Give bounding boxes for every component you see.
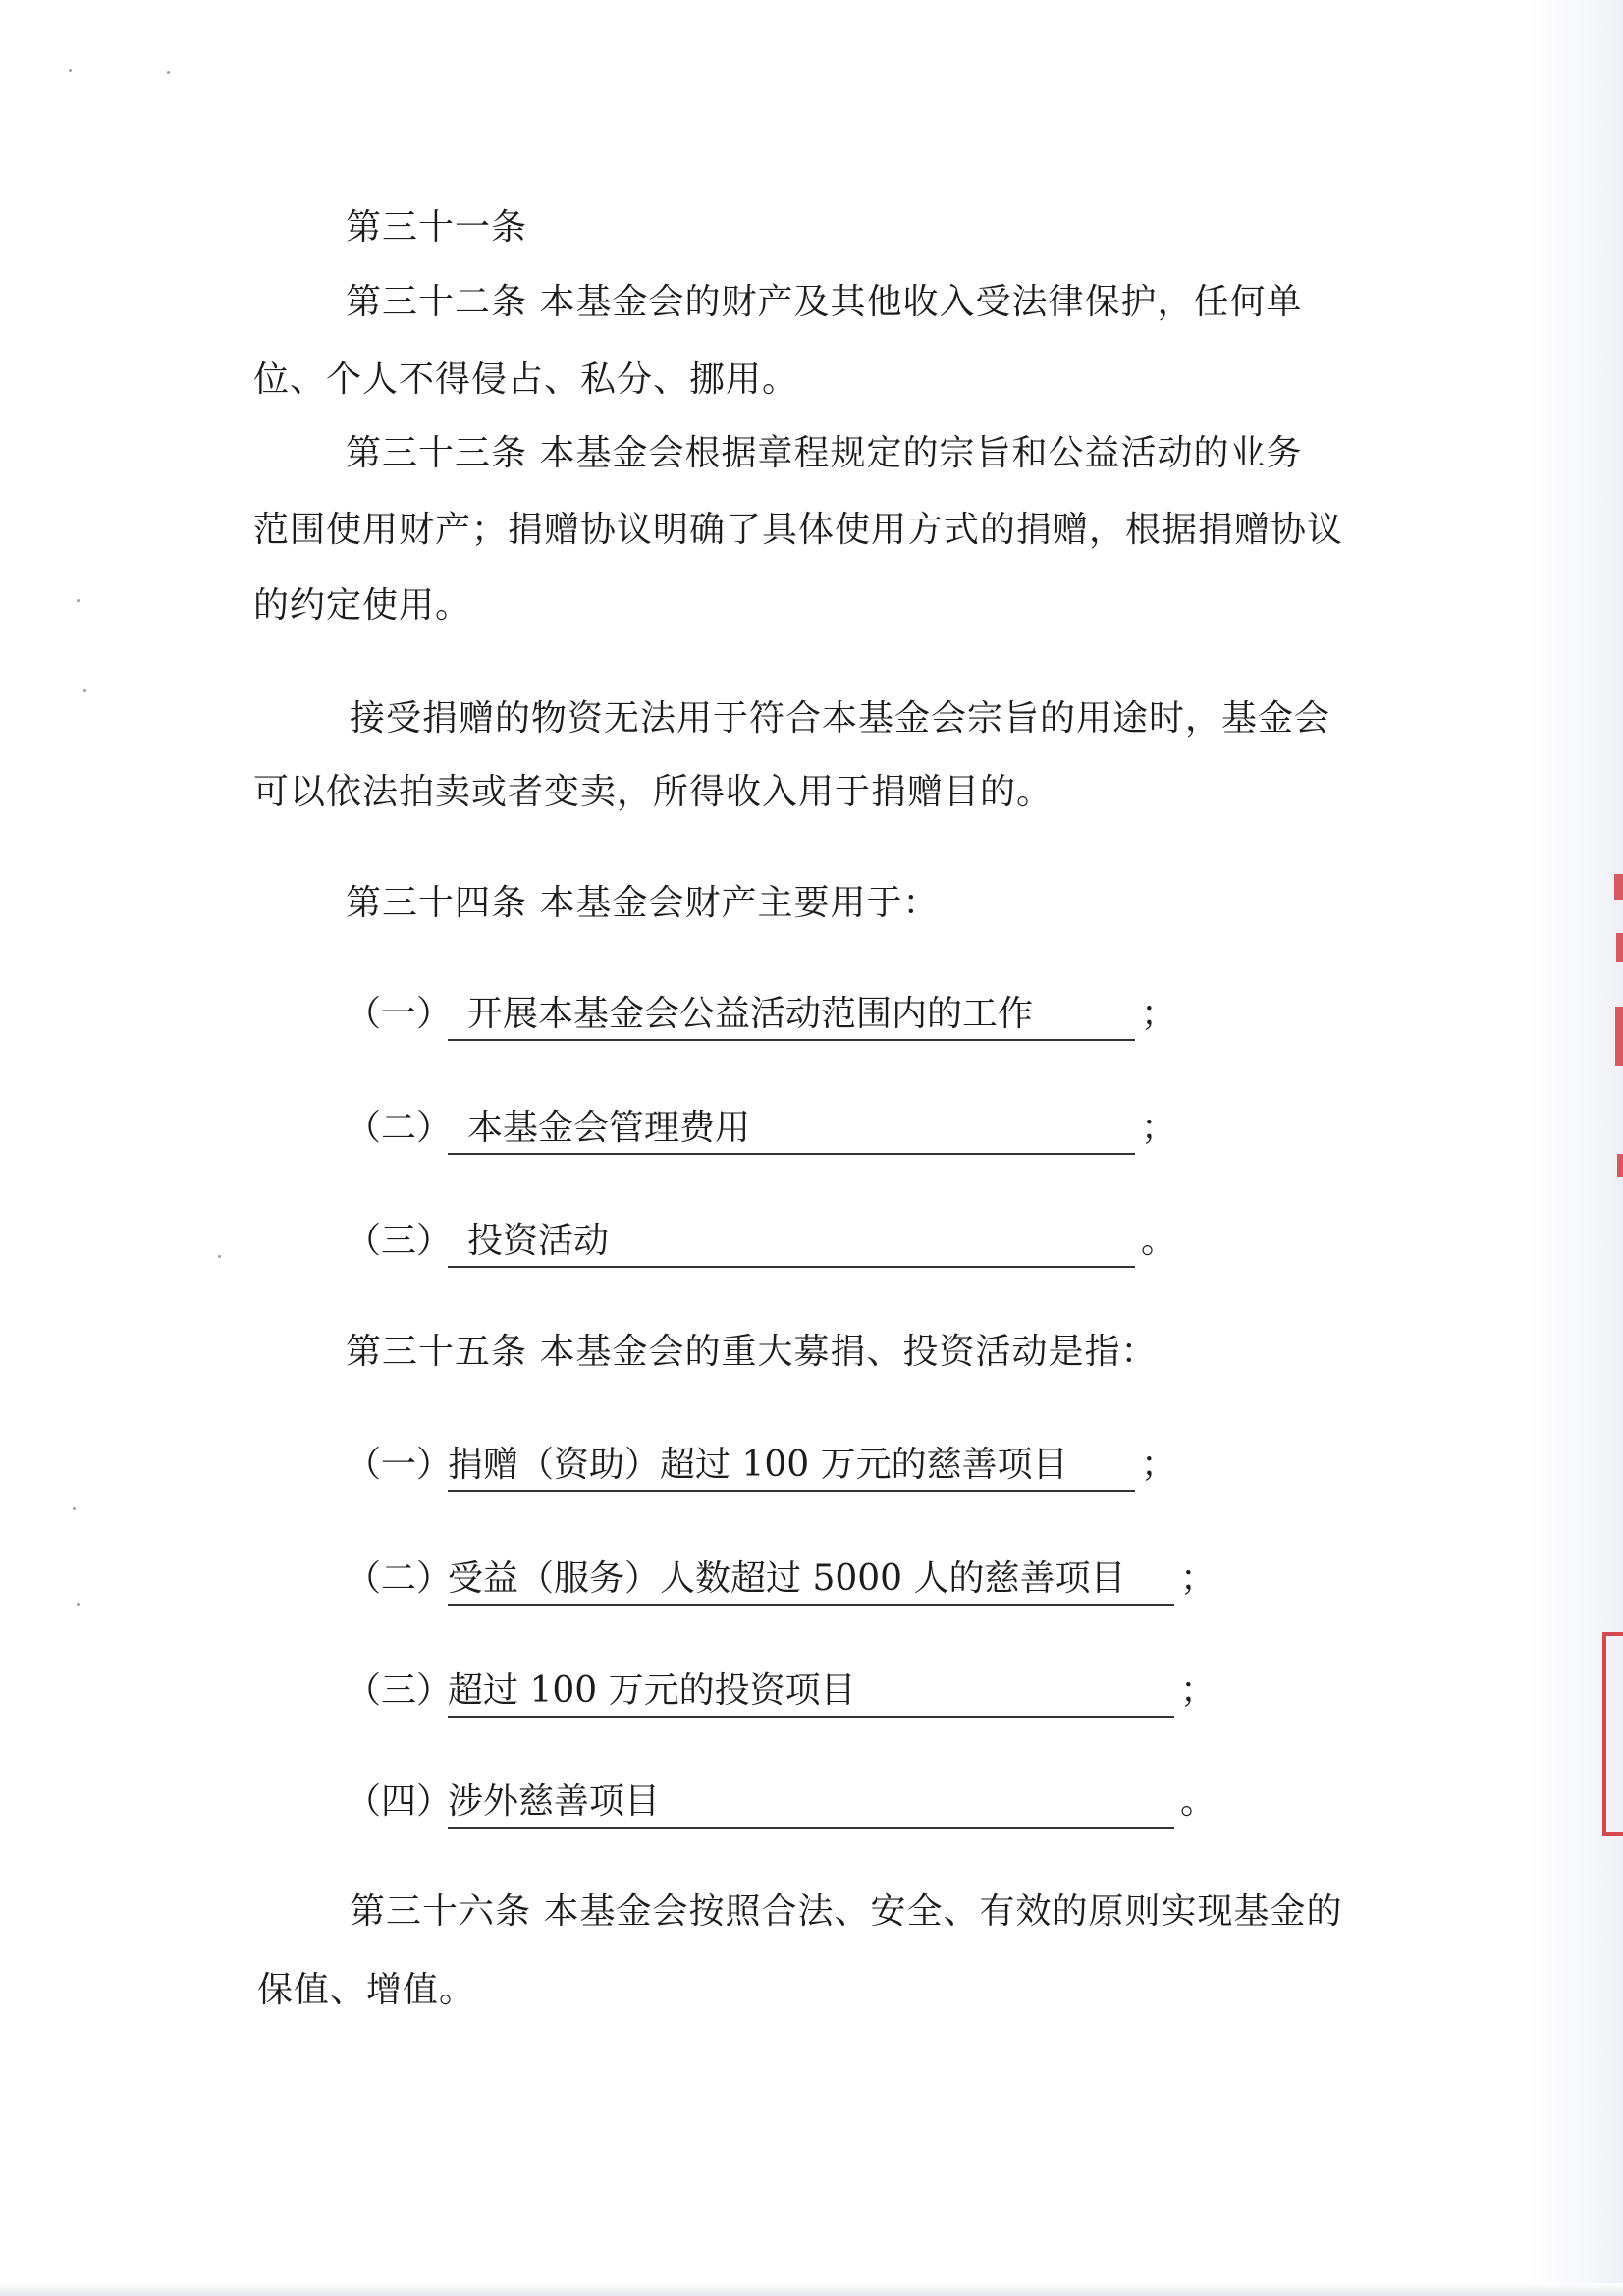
seal-fragment: [1616, 933, 1623, 962]
scan-speck: [218, 1255, 221, 1258]
article-33-line-3: 的约定使用。: [253, 585, 472, 626]
major-item-3: [346, 1667, 1216, 1718]
scan-speck: [167, 71, 170, 74]
item-punctuation: ；: [1180, 1558, 1217, 1599]
item-number: （三）: [346, 1221, 453, 1261]
item-punctuation: ；: [1180, 1670, 1217, 1711]
article-36-line-2: 保值、增值。: [257, 1970, 476, 2010]
item-punctuation: ；: [1141, 1108, 1177, 1148]
scan-speck: [77, 599, 80, 602]
item-blank-filled: 开展本基金会公益活动范围内的工作: [448, 990, 1135, 1041]
article-36-line-1: 第三十六条 本基金会按照合法、安全、有效的原则实现基金的: [350, 1891, 1343, 1932]
donation-paragraph-line-1: 接受捐赠的物资无法用于符合本基金会宗旨的用途时，基金会: [350, 698, 1331, 738]
article-33-line-1: 第三十三条 本基金会根据章程规定的宗旨和公益活动的业务: [346, 433, 1303, 473]
item-number: （一）: [346, 994, 453, 1034]
item-blank-filled: 投资活动: [448, 1217, 1135, 1268]
use-item-3: [346, 1217, 1176, 1268]
item-punctuation: 。: [1141, 1221, 1177, 1261]
use-item-2: [346, 1104, 1176, 1155]
seal-fragment: [1615, 1007, 1623, 1066]
donation-paragraph-line-2: 可以依法拍卖或者变卖，所得收入用于捐赠目的。: [253, 772, 1054, 812]
page-bottom-edge: [0, 2283, 1623, 2296]
scan-speck: [77, 1603, 80, 1606]
red-seal-stamp: [1602, 1632, 1623, 1836]
article-32-line-1: 第三十二条 本基金会的财产及其他收入受法律保护，任何单: [346, 282, 1303, 322]
item-number: （三）: [346, 1670, 453, 1711]
seal-fragment: [1617, 1154, 1623, 1177]
article-32-line-2: 位、个人不得侵占、私分、挪用。: [253, 359, 799, 400]
seal-fragment: [1614, 874, 1623, 900]
item-blank-filled: 受益（服务）人数超过 5000 人的慈善项目: [448, 1555, 1174, 1606]
item-blank-filled: 涉外慈善项目: [448, 1777, 1174, 1829]
scan-speck: [69, 69, 72, 72]
article-34: 第三十四条 本基金会财产主要用于：: [346, 883, 940, 923]
scan-speck: [83, 689, 86, 692]
item-number: （二）: [346, 1108, 453, 1148]
item-number: （一）: [346, 1445, 453, 1485]
item-number: （二）: [346, 1558, 453, 1599]
article-31: 第三十一条: [346, 207, 528, 247]
page-edge-shadow: [1528, 0, 1623, 2296]
scan-speck: [73, 1507, 76, 1510]
item-punctuation: ；: [1141, 994, 1177, 1034]
major-item-1: [346, 1441, 1176, 1492]
major-item-4: [346, 1777, 1216, 1829]
item-punctuation: 。: [1180, 1781, 1217, 1822]
item-blank-filled: 捐赠（资助）超过 100 万元的慈善项目: [448, 1441, 1135, 1492]
article-33-line-2: 范围使用财产；捐赠协议明确了具体使用方式的捐赠，根据捐赠协议: [253, 510, 1344, 550]
item-number: （四）: [346, 1781, 453, 1822]
item-punctuation: ；: [1141, 1445, 1177, 1485]
major-item-2: [346, 1555, 1216, 1606]
item-blank-filled: 本基金会管理费用: [448, 1104, 1135, 1155]
use-item-1: [346, 990, 1176, 1041]
article-35: 第三十五条 本基金会的重大募捐、投资活动是指：: [346, 1332, 1158, 1372]
item-blank-filled: 超过 100 万元的投资项目: [448, 1667, 1174, 1718]
